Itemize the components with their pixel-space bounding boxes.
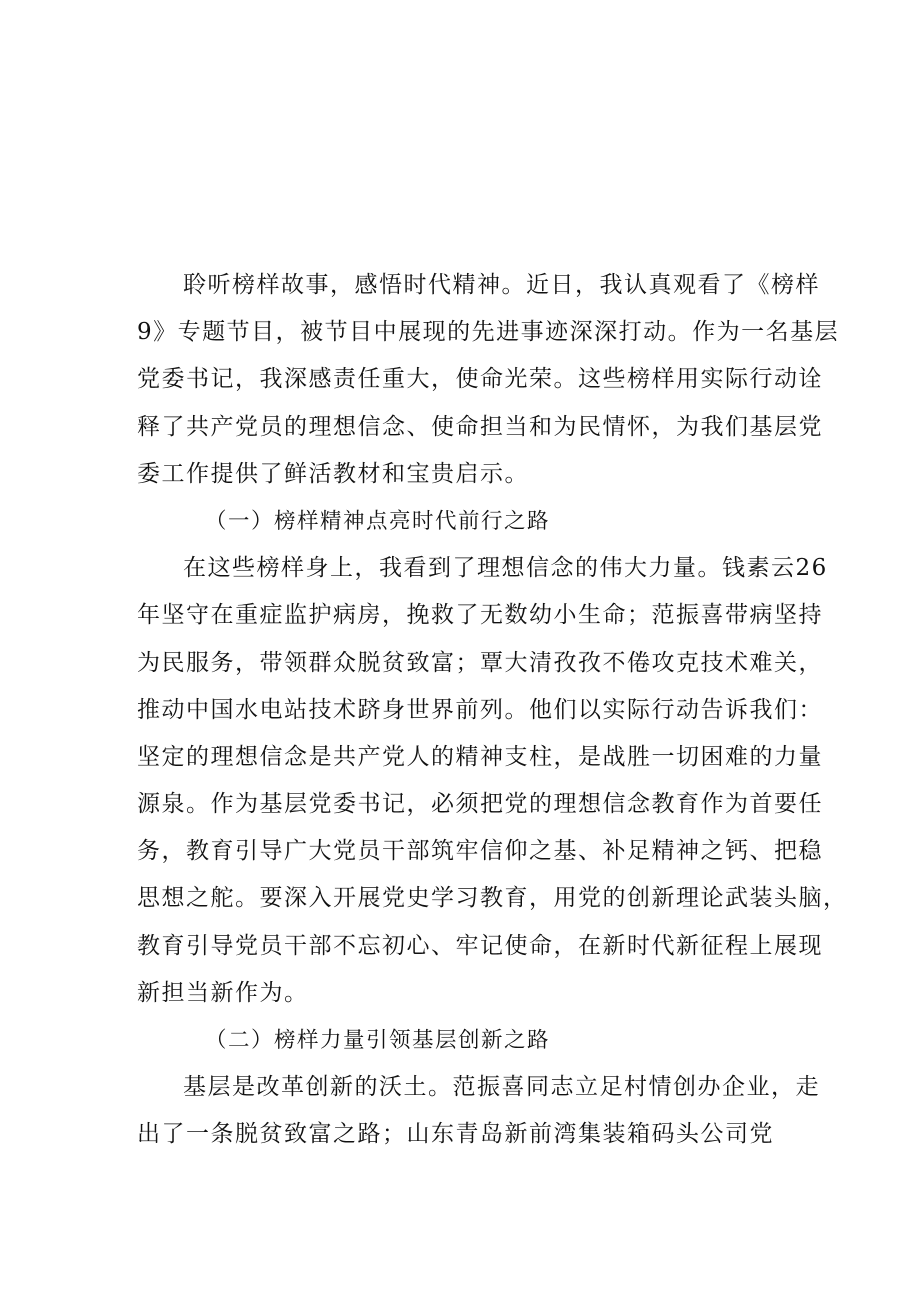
paragraph-line: 坚定的理想信念是共产党人的精神支柱，是战胜一切困难的力量 <box>137 743 823 770</box>
paragraph-line: 出了一条脱贫致富之路；山东青岛新前湾集装箱码头公司党 <box>137 1121 774 1148</box>
paragraph-intro <box>137 262 840 498</box>
document-body <box>137 262 848 1159</box>
paragraph-line: 思想之舵。要深入开展党史学习教育，用党的创新理论武装头脑， <box>137 885 848 912</box>
paragraph-line: 委工作提供了鲜活教材和宝贵启示。 <box>137 460 529 487</box>
paragraph-innovation <box>137 1064 820 1158</box>
paragraph-line: 9》专题节目，被节目中展现的先进事迹深深打动。作为一名基层 <box>137 319 840 346</box>
paragraph-ideals <box>137 545 848 1017</box>
section-heading-1: （一）榜样精神点亮时代前行之路 <box>205 508 551 534</box>
paragraph-line: 释了共产党员的理想信念、使命担当和为民情怀，为我们基层党 <box>137 413 823 440</box>
paragraph-line: 聆听榜样故事，感悟时代精神。近日，我认真观看了《榜样 <box>183 272 820 298</box>
paragraph-line: 推动中国水电站技术跻身世界前列。他们以实际行动告诉我们： <box>137 696 823 723</box>
section-heading-2: （二）榜样力量引领基层创新之路 <box>205 1028 551 1053</box>
paragraph-line: 新担当新作为。 <box>137 979 309 1006</box>
paragraph-line: 务，教育引导广大党员干部筑牢信仰之基、补足精神之钙、把稳 <box>137 838 823 865</box>
paragraph-line: 源泉。作为基层党委书记，必须把党的理想信念教育作为首要任 <box>137 791 823 818</box>
paragraph-line: 年坚守在重症监护病房，挽救了无数幼小生命；范振喜带病坚持 <box>137 602 823 629</box>
paragraph-line: 为民服务，带领群众脱贫致富；覃大清孜孜不倦攻克技术难关， <box>137 649 823 676</box>
paragraph-line: 基层是改革创新的沃土。范振喜同志立足村情创办企业，走 <box>183 1074 820 1101</box>
paragraph-line: 党委书记，我深感责任重大，使命光荣。这些榜样用实际行动诠 <box>137 366 823 393</box>
paragraph-line: 在这些榜样身上，我看到了理想信念的伟大力量。钱素云26 <box>183 555 828 582</box>
paragraph-line: 教育引导党员干部不忘初心、牢记使命，在新时代新征程上展现 <box>137 932 823 959</box>
